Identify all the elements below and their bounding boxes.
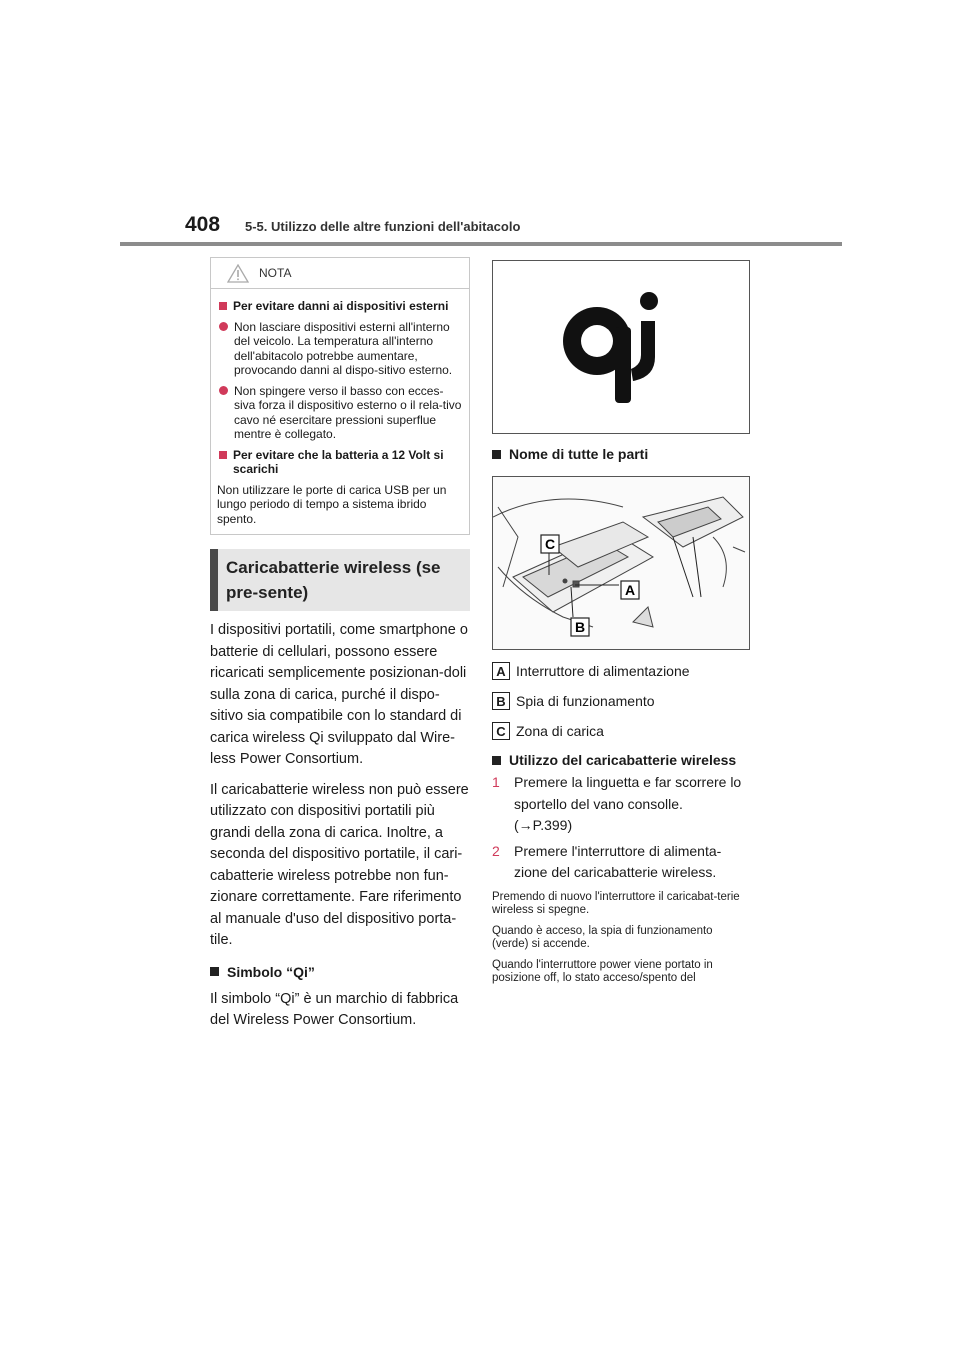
legend-label: Zona di carica <box>516 723 604 739</box>
legend-label: Spia di funzionamento <box>516 693 655 709</box>
note-group-title-text: Per evitare danni ai dispositivi esterni <box>233 299 449 313</box>
note-group-title <box>217 299 463 314</box>
dot-bullet-icon <box>219 386 228 395</box>
parts-figure <box>492 476 750 650</box>
legend-key: B <box>492 692 510 710</box>
note-header <box>211 258 469 289</box>
note-bullet <box>217 320 463 378</box>
usage-note: Premendo di nuovo l'interruttore il caricabat-terie wireless si spegne. <box>492 890 740 916</box>
square-bullet-icon <box>219 451 227 459</box>
legend-row-c <box>492 722 752 740</box>
qi-paragraph: Il simbolo “Qi” è un marchio di fabbrica del Wireless Power Consortium. <box>210 990 459 1028</box>
note-group-title-text: Per evitare che la batteria a 12 Volt si scarichi <box>233 447 444 476</box>
warning-triangle-icon <box>227 264 249 283</box>
qi-symbol-figure <box>492 260 750 434</box>
page-number: 408 <box>185 213 221 236</box>
step-1 <box>492 772 752 837</box>
header-rule <box>120 242 842 246</box>
note-bullet-text: Non lasciare dispositivi esterni all'interno del veicolo. La temperatura all'interno dell'abitacolo potrebbe aumentare, provocando danni al dispo-sitivo esterno. <box>234 319 453 377</box>
limitations-paragraph: Il caricabatterie wireless non può essere utilizzato con dispositivi portatili più grandi della zona di carica. Inoltre, a seconda del dispositivo portatile, il cari-cabatterie wireless potrebbe non fun-zionare correttamente. Fare riferimento al manuale d'uso del dispositivo porta-tile. <box>210 781 469 948</box>
square-bullet-icon <box>219 302 227 310</box>
note-title: NOTA <box>259 266 292 280</box>
page-reference-link[interactable]: (→P.399) <box>514 817 573 833</box>
callout-c <box>541 535 559 553</box>
legend-label: Interruttore di alimentazione <box>516 663 690 679</box>
legend-key: C <box>492 722 510 740</box>
legend-row-a <box>492 662 752 680</box>
usage-subhead-text: Utilizzo del caricabatterie wireless <box>509 752 737 768</box>
step-number: 1 <box>492 774 500 790</box>
step-1-text: Premere la linguetta e far scorrere lo sportello del vano consolle. <box>514 774 742 812</box>
note-text: Non utilizzare le porte di carica USB per un lungo periodo di tempo a sistema ibrido spento. <box>217 482 447 526</box>
dot-bullet-icon <box>219 322 228 331</box>
right-column <box>492 260 752 986</box>
callout-c-label: C <box>544 536 556 552</box>
callout-b-label: B <box>574 619 586 635</box>
step-2-text: Premere l'interruttore di alimenta-zione del caricabatterie wireless. <box>514 842 722 880</box>
callout-a <box>621 581 639 599</box>
callout-a-label: A <box>624 582 636 598</box>
square-bullet-icon <box>492 756 501 765</box>
callout-b <box>571 618 589 636</box>
left-column <box>210 257 470 1032</box>
step-text <box>514 772 752 837</box>
legend-key: A <box>492 662 510 680</box>
note-bullet <box>217 384 463 442</box>
section-heading: Caricabatterie wireless (se pre-sente) <box>210 549 470 611</box>
usage-note: Quando è acceso, la spia di funzionamento (verde) si accende. <box>492 924 713 950</box>
section-header-title: 5-5. Utilizzo delle altre funzioni dell'abitacolo <box>245 219 521 234</box>
step-number: 2 <box>492 842 500 859</box>
note-group-title <box>217 448 463 477</box>
square-bullet-icon <box>210 967 219 976</box>
usage-subhead <box>492 752 752 768</box>
note-box <box>210 257 470 535</box>
qi-subhead <box>210 964 470 980</box>
intro-paragraph: I dispositivi portatili, come smartphone o batterie di cellulari, possono essere ricaricati semplicemente posizionan-doli sulla zona di carica, purché il dispo-sitivo sia compatibile con lo standard di carica wireless Qi sviluppato dal Wire-less Power Consortium. <box>210 622 468 767</box>
legend-row-b <box>492 692 752 710</box>
usage-note: Quando l'interruttore power viene portato in posizione off, lo stato acceso/spento del <box>492 958 713 984</box>
parts-subhead <box>492 446 752 462</box>
square-bullet-icon <box>492 450 501 459</box>
qi-logo-icon <box>493 261 749 433</box>
console-illustration <box>493 477 749 649</box>
note-bullet-text: Non spingere verso il basso con ecces-siva forza il dispositivo esterno o il rela-tivo cavo né esercitare pressioni superflue mentre è collegato. <box>234 383 462 441</box>
qi-subhead-text: Simbolo “Qi” <box>227 963 315 980</box>
step-2 <box>492 841 752 884</box>
note-body <box>211 289 469 526</box>
parts-subhead-text: Nome di tutte le parti <box>509 446 649 462</box>
